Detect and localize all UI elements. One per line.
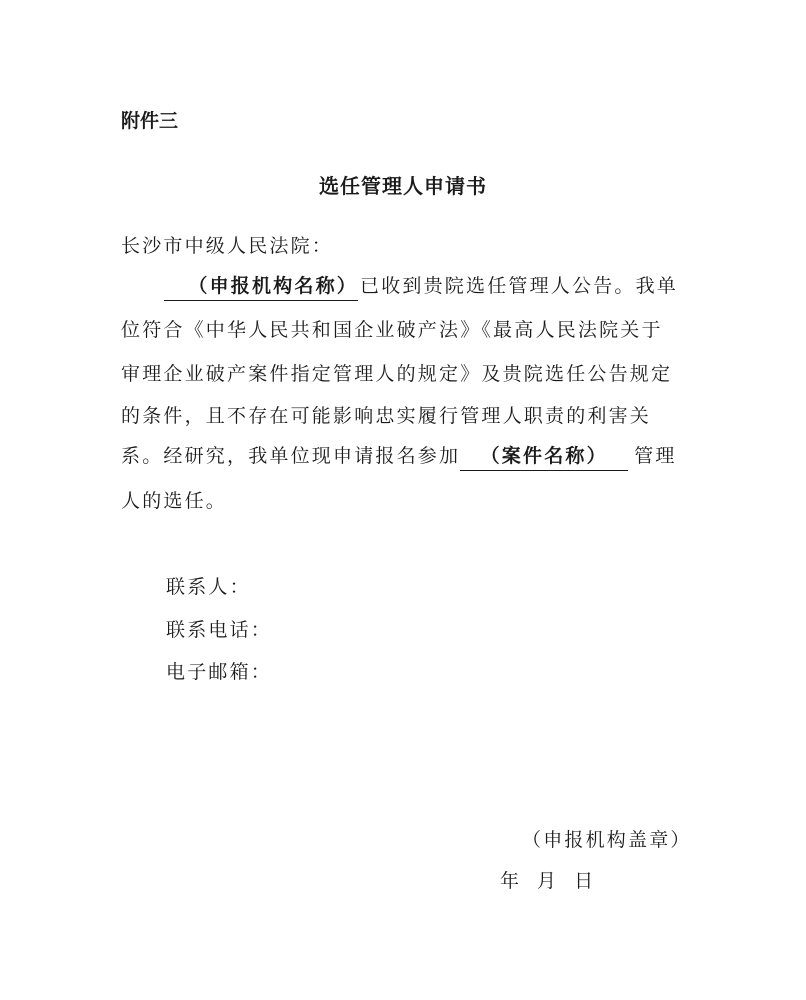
body-line-2: 位符合《中华人民共和国企业破产法》《最高人民法院关于: [121, 319, 663, 341]
contact-email-label: 电子邮箱：: [166, 661, 273, 683]
annex-label: 附件三: [121, 110, 179, 132]
contact-phone-label: 联系电话：: [166, 619, 273, 641]
seal-note: （申报机构盖章）: [522, 829, 692, 851]
contact-person-label: 联系人：: [166, 576, 251, 598]
body-line-4: 的条件，且不存在可能影响忠实履行管理人职责的利害关: [121, 405, 652, 427]
body-line-5: [121, 442, 677, 471]
body-line-5-tail: 管理: [634, 445, 677, 467]
body-line-6: 人的选任。: [121, 490, 228, 512]
document-title: 选任管理人申请书: [319, 174, 487, 198]
body-line-1: [164, 272, 678, 301]
case-name-blank: （案件名称）: [460, 442, 628, 471]
recipient-line: 长沙市中级人民法院：: [121, 235, 334, 257]
body-line-5-text: 系。经研究，我单位现申请报名参加: [121, 445, 461, 467]
date-line: 年 月 日: [500, 870, 594, 892]
applicant-name-blank: （申报机构名称）: [164, 272, 358, 301]
body-line-1-text: 已收到贵院选任管理人公告。我单: [360, 275, 679, 297]
body-line-3: 审理企业破产案件指定管理人的规定》及贵院选任公告规定: [121, 363, 673, 385]
